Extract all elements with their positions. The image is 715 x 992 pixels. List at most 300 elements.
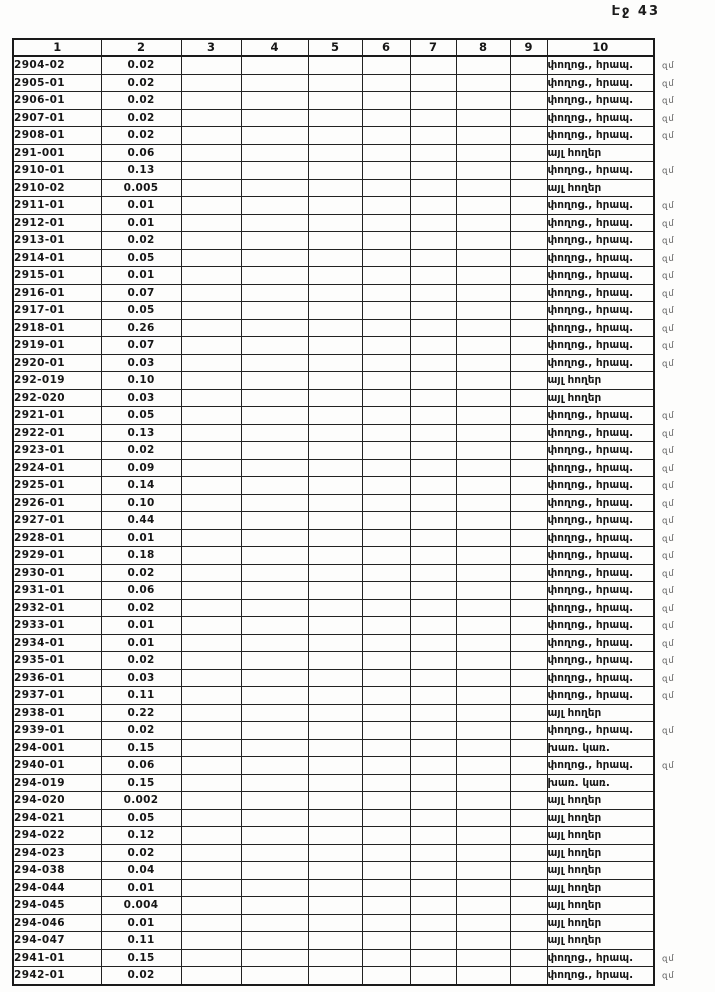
category-label: փողոց., հրապ. <box>547 286 634 299</box>
empty-cell <box>510 127 547 145</box>
column-header-6: 6 <box>362 39 410 56</box>
table-row <box>13 967 654 985</box>
empty-cell <box>241 792 308 810</box>
empty-cell <box>241 757 308 775</box>
empty-cell <box>510 529 547 547</box>
empty-cell <box>456 354 510 372</box>
margin-handwriting-mark: զմ <box>661 760 676 772</box>
category-label: փողոց., հրապ. <box>547 601 634 614</box>
empty-cell <box>181 249 241 267</box>
empty-cell <box>362 967 410 985</box>
parcel-code-cell: 2905-01 <box>13 74 101 92</box>
parcel-code-cell: 294-044 <box>13 879 101 897</box>
empty-cell <box>241 809 308 827</box>
empty-cell <box>410 949 456 967</box>
empty-cell <box>362 512 410 530</box>
table-header <box>13 39 654 56</box>
empty-cell <box>241 442 308 460</box>
table-row <box>13 897 654 915</box>
empty-cell <box>362 564 410 582</box>
parcel-code-cell: 294-001 <box>13 739 101 757</box>
empty-cell <box>362 844 410 862</box>
category-cell <box>547 827 654 845</box>
empty-cell <box>410 407 456 425</box>
margin-handwriting-mark: զմ <box>661 463 676 474</box>
category-label: փողոց., հրապ. <box>547 304 634 316</box>
category-cell <box>547 424 676 442</box>
empty-cell <box>456 774 510 792</box>
parcel-code-cell: 294-038 <box>13 862 101 880</box>
table-row <box>13 634 654 652</box>
empty-cell <box>410 197 456 215</box>
category-label: փողոց., հրապ. <box>547 409 634 421</box>
category-label: այլ հողեր <box>547 391 602 404</box>
table-row <box>13 337 654 355</box>
empty-cell <box>410 424 456 442</box>
empty-cell <box>510 757 547 775</box>
margin-handwriting-mark: զմ <box>661 445 676 457</box>
parcel-code-cell: 2918-01 <box>13 319 101 337</box>
empty-cell <box>308 739 362 757</box>
category-label: փողոց., հրապ. <box>547 111 634 124</box>
category-cell <box>547 144 654 162</box>
empty-cell <box>308 967 362 985</box>
category-cell-content <box>547 722 676 739</box>
category-cell-content <box>547 477 676 494</box>
area-value-cell: 0.02 <box>101 56 181 74</box>
empty-cell <box>410 74 456 92</box>
empty-cell <box>410 722 456 740</box>
empty-cell <box>456 967 510 985</box>
area-value-cell: 0.26 <box>101 319 181 337</box>
category-cell-content <box>547 442 676 459</box>
empty-cell <box>181 512 241 530</box>
parcel-code-cell: 2932-01 <box>13 599 101 617</box>
empty-cell <box>456 337 510 355</box>
parcel-code-cell: 2910-01 <box>13 162 101 180</box>
margin-handwriting-mark: զմ <box>661 498 676 509</box>
empty-cell <box>362 267 410 285</box>
area-value-cell: 0.10 <box>101 372 181 390</box>
parcel-code-cell: 2929-01 <box>13 547 101 565</box>
category-label: փողոց., հրապ. <box>547 164 634 176</box>
table-row <box>13 547 654 565</box>
category-label: փողոց., հրապ. <box>547 269 634 281</box>
empty-cell <box>362 319 410 337</box>
empty-cell <box>510 634 547 652</box>
empty-cell <box>308 459 362 477</box>
empty-cell <box>510 144 547 162</box>
empty-cell <box>362 809 410 827</box>
empty-cell <box>510 74 547 92</box>
empty-cell <box>456 477 510 495</box>
empty-cell <box>181 897 241 915</box>
category-label: այլ հողեր <box>547 829 602 841</box>
empty-cell <box>410 337 456 355</box>
empty-cell <box>181 722 241 740</box>
empty-cell <box>308 914 362 932</box>
category-label: խառ. կառ. <box>547 776 610 789</box>
empty-cell <box>308 792 362 810</box>
empty-cell <box>181 92 241 110</box>
empty-cell <box>241 127 308 145</box>
margin-handwriting-mark: զմ <box>661 78 676 89</box>
empty-cell <box>362 879 410 897</box>
table-row <box>13 599 654 617</box>
area-value-cell: 0.18 <box>101 547 181 565</box>
empty-cell <box>362 442 410 460</box>
empty-cell <box>456 722 510 740</box>
empty-cell <box>410 652 456 670</box>
empty-cell <box>308 582 362 600</box>
area-value-cell: 0.03 <box>101 354 181 372</box>
empty-cell <box>241 424 308 442</box>
empty-cell <box>241 337 308 355</box>
empty-cell <box>410 512 456 530</box>
table-row <box>13 844 654 862</box>
empty-cell <box>181 372 241 390</box>
empty-cell <box>456 214 510 232</box>
empty-cell <box>241 914 308 932</box>
category-label: փողոց., հրապ. <box>547 426 634 439</box>
empty-cell <box>362 109 410 127</box>
empty-cell <box>308 197 362 215</box>
empty-cell <box>362 494 410 512</box>
area-value-cell: 0.11 <box>101 687 181 705</box>
empty-cell <box>308 809 362 827</box>
area-value-cell: 0.05 <box>101 407 181 425</box>
empty-cell <box>181 529 241 547</box>
area-value-cell: 0.02 <box>101 599 181 617</box>
table-row <box>13 319 654 337</box>
margin-handwriting-mark: զմ <box>661 410 676 422</box>
empty-cell <box>456 512 510 530</box>
area-value-cell: 0.13 <box>101 424 181 442</box>
empty-cell <box>510 914 547 932</box>
category-cell <box>547 879 654 897</box>
empty-cell <box>181 442 241 460</box>
empty-cell <box>510 477 547 495</box>
margin-handwriting-mark: զմ <box>661 533 676 544</box>
empty-cell <box>510 459 547 477</box>
empty-cell <box>308 897 362 915</box>
table-row <box>13 354 654 372</box>
empty-cell <box>456 249 510 267</box>
category-cell <box>547 669 676 687</box>
empty-cell <box>362 897 410 915</box>
empty-cell <box>456 704 510 722</box>
table-row <box>13 687 654 705</box>
area-value-cell: 0.07 <box>101 337 181 355</box>
empty-cell <box>456 109 510 127</box>
category-cell <box>547 302 676 320</box>
empty-cell <box>241 739 308 757</box>
category-label: փողոց., հրապ. <box>547 566 634 579</box>
area-value-cell: 0.14 <box>101 477 181 495</box>
empty-cell <box>410 354 456 372</box>
empty-cell <box>308 109 362 127</box>
area-value-cell: 0.06 <box>101 582 181 600</box>
parcel-code-cell: 294-020 <box>13 792 101 810</box>
empty-cell <box>241 494 308 512</box>
empty-cell <box>362 652 410 670</box>
empty-cell <box>181 704 241 722</box>
category-cell <box>547 599 676 617</box>
empty-cell <box>181 319 241 337</box>
empty-cell <box>410 267 456 285</box>
category-cell <box>547 774 654 792</box>
category-cell <box>547 92 676 110</box>
empty-cell <box>362 739 410 757</box>
margin-handwriting-mark: զմ <box>661 725 676 737</box>
empty-cell <box>362 407 410 425</box>
empty-cell <box>456 127 510 145</box>
empty-cell <box>410 827 456 845</box>
empty-cell <box>362 284 410 302</box>
category-label: փողոց., հրապ. <box>547 251 634 264</box>
area-value-cell: 0.02 <box>101 564 181 582</box>
category-cell-content <box>547 635 676 652</box>
empty-cell <box>181 232 241 250</box>
margin-handwriting-mark: զմ <box>661 655 676 667</box>
category-cell <box>547 844 654 862</box>
category-cell-content <box>547 127 676 144</box>
empty-cell <box>308 127 362 145</box>
empty-cell <box>308 319 362 337</box>
empty-cell <box>181 739 241 757</box>
parcel-code-cell: 2926-01 <box>13 494 101 512</box>
empty-cell <box>308 407 362 425</box>
empty-cell <box>308 337 362 355</box>
category-cell-content <box>547 355 676 372</box>
column-header-7: 7 <box>410 39 456 56</box>
table-row <box>13 372 654 390</box>
category-cell-content <box>547 582 676 599</box>
margin-handwriting-mark: զմ <box>661 550 676 562</box>
empty-cell <box>456 424 510 442</box>
empty-cell <box>510 92 547 110</box>
area-value-cell: 0.02 <box>101 109 181 127</box>
empty-cell <box>510 424 547 442</box>
empty-cell <box>456 162 510 180</box>
table-row <box>13 92 654 110</box>
margin-handwriting-mark: զմ <box>661 568 676 579</box>
empty-cell <box>510 687 547 705</box>
category-cell-content <box>548 880 654 897</box>
empty-cell <box>510 582 547 600</box>
area-value-cell: 0.10 <box>101 494 181 512</box>
margin-handwriting-mark: զմ <box>661 620 676 632</box>
category-cell-content <box>548 932 654 949</box>
table-row <box>13 704 654 722</box>
empty-cell <box>181 687 241 705</box>
category-cell-content <box>548 810 654 827</box>
empty-cell <box>510 512 547 530</box>
empty-cell <box>181 109 241 127</box>
category-cell-content <box>547 460 676 477</box>
category-cell <box>547 739 654 757</box>
land-register-table <box>12 38 676 986</box>
empty-cell <box>241 949 308 967</box>
category-label: փողոց., հրապ. <box>547 969 634 981</box>
empty-cell <box>241 214 308 232</box>
column-header-1: 1 <box>13 39 101 56</box>
page-number: Էջ 43 <box>611 4 660 19</box>
category-label: փողոց., հրապ. <box>547 216 634 229</box>
empty-cell <box>181 809 241 827</box>
empty-cell <box>308 932 362 950</box>
empty-cell <box>362 197 410 215</box>
empty-cell <box>181 669 241 687</box>
empty-cell <box>241 564 308 582</box>
area-value-cell: 0.05 <box>101 302 181 320</box>
category-cell-content <box>547 267 676 284</box>
empty-cell <box>456 302 510 320</box>
parcel-code-cell: 2923-01 <box>13 442 101 460</box>
empty-cell <box>456 582 510 600</box>
empty-cell <box>510 739 547 757</box>
column-header-4: 4 <box>241 39 308 56</box>
category-label: փողոց., հրապ. <box>547 654 634 666</box>
empty-cell <box>241 967 308 985</box>
empty-cell <box>510 214 547 232</box>
empty-cell <box>308 249 362 267</box>
table-row <box>13 809 654 827</box>
empty-cell <box>410 564 456 582</box>
table-row <box>13 162 654 180</box>
empty-cell <box>510 372 547 390</box>
empty-cell <box>410 634 456 652</box>
parcel-code-cell: 2906-01 <box>13 92 101 110</box>
table-row <box>13 617 654 635</box>
empty-cell <box>362 232 410 250</box>
category-label: այլ հողեր <box>547 811 602 824</box>
empty-cell <box>308 442 362 460</box>
category-cell <box>547 407 676 425</box>
category-cell <box>547 267 676 285</box>
area-value-cell: 0.004 <box>101 897 181 915</box>
empty-cell <box>456 56 510 74</box>
empty-cell <box>362 914 410 932</box>
category-label: փողոց., հրապ. <box>547 636 634 649</box>
empty-cell <box>308 74 362 92</box>
empty-cell <box>181 844 241 862</box>
category-cell-content <box>547 530 676 547</box>
margin-handwriting-mark: զմ <box>661 95 676 107</box>
category-cell-content <box>547 670 676 687</box>
category-cell-content <box>548 775 654 792</box>
empty-cell <box>241 197 308 215</box>
parcel-code-cell: 2916-01 <box>13 284 101 302</box>
empty-cell <box>410 494 456 512</box>
table-row <box>13 512 654 530</box>
parcel-code-cell: 2913-01 <box>13 232 101 250</box>
margin-handwriting-mark: զմ <box>661 358 676 369</box>
category-cell-content <box>547 687 676 704</box>
category-cell <box>547 337 676 355</box>
parcel-code-cell: 292-019 <box>13 372 101 390</box>
empty-cell <box>510 162 547 180</box>
table-row <box>13 302 654 320</box>
empty-cell <box>308 372 362 390</box>
category-label: փողոց., հրապ. <box>547 479 634 491</box>
column-header-5: 5 <box>308 39 362 56</box>
area-value-cell: 0.22 <box>101 704 181 722</box>
area-value-cell: 0.11 <box>101 932 181 950</box>
empty-cell <box>362 459 410 477</box>
category-cell <box>547 372 654 390</box>
table-row <box>13 757 654 775</box>
category-cell-content <box>548 390 654 407</box>
empty-cell <box>410 109 456 127</box>
empty-cell <box>456 232 510 250</box>
empty-cell <box>456 792 510 810</box>
category-cell <box>547 949 676 967</box>
category-label: փողոց., հրապ. <box>547 461 634 474</box>
parcel-code-cell: 294-019 <box>13 774 101 792</box>
empty-cell <box>456 949 510 967</box>
empty-cell <box>456 92 510 110</box>
empty-cell <box>456 197 510 215</box>
category-cell <box>547 477 676 495</box>
margin-handwriting-mark: զմ <box>661 603 676 614</box>
parcel-code-cell: 2941-01 <box>13 949 101 967</box>
empty-cell <box>362 949 410 967</box>
category-label: փողոց., հրապ. <box>547 321 634 334</box>
empty-cell <box>308 56 362 74</box>
empty-cell <box>362 634 410 652</box>
category-cell-content <box>548 705 654 722</box>
empty-cell <box>241 389 308 407</box>
empty-cell <box>241 354 308 372</box>
empty-cell <box>510 949 547 967</box>
empty-cell <box>362 599 410 617</box>
parcel-code-cell: 2911-01 <box>13 197 101 215</box>
parcel-code-cell: 2915-01 <box>13 267 101 285</box>
table-row <box>13 56 654 74</box>
column-header-2: 2 <box>101 39 181 56</box>
empty-cell <box>410 249 456 267</box>
empty-cell <box>510 302 547 320</box>
category-label: փողոց., հրապ. <box>547 339 634 351</box>
category-cell-content <box>548 792 654 809</box>
parcel-code-cell: 2917-01 <box>13 302 101 320</box>
empty-cell <box>410 599 456 617</box>
empty-cell <box>181 459 241 477</box>
margin-handwriting-mark: զմ <box>661 270 676 282</box>
empty-cell <box>410 92 456 110</box>
empty-cell <box>510 56 547 74</box>
empty-cell <box>241 74 308 92</box>
area-value-cell: 0.05 <box>101 249 181 267</box>
empty-cell <box>510 249 547 267</box>
empty-cell <box>510 284 547 302</box>
category-cell <box>547 389 654 407</box>
category-cell-content <box>547 320 676 337</box>
empty-cell <box>241 407 308 425</box>
category-label: փողոց., հրապ. <box>547 619 634 631</box>
empty-cell <box>510 494 547 512</box>
empty-cell <box>308 232 362 250</box>
category-cell-content <box>547 617 676 634</box>
empty-cell <box>308 774 362 792</box>
empty-cell <box>308 599 362 617</box>
category-label: փողոց., հրապ. <box>547 951 634 964</box>
area-value-cell: 0.15 <box>101 739 181 757</box>
empty-cell <box>181 827 241 845</box>
category-label: փողոց., հրապ. <box>547 514 634 526</box>
empty-cell <box>510 809 547 827</box>
